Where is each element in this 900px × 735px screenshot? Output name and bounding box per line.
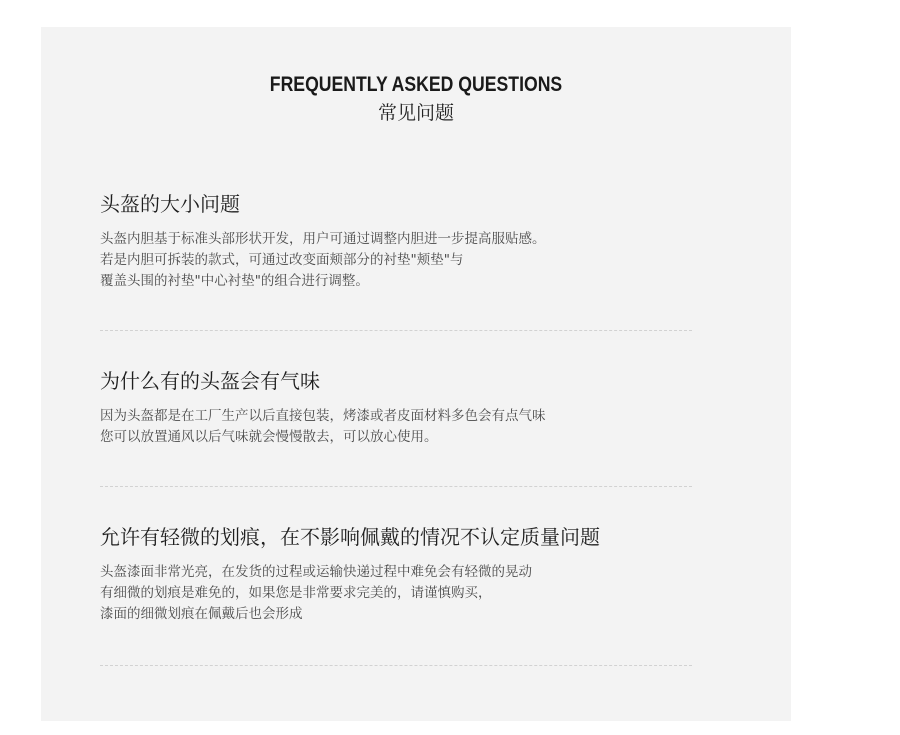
faq-divider	[100, 486, 692, 487]
faq-question: 为什么有的头盔会有气味	[100, 369, 320, 393]
faq-answer-line: 头盔内胆基于标准头部形状开发，用户可通过调整内胆进一步提高服贴感。	[100, 231, 546, 247]
faq-header	[41, 72, 791, 126]
faq-answer-line: 覆盖头围的衬垫"中心衬垫"的组合进行调整。	[100, 273, 369, 289]
faq-title-en: FREQUENTLY ASKED QUESTIONS	[269, 73, 563, 96]
faq-item-helmet-size	[100, 191, 692, 292]
faq-divider	[100, 330, 692, 331]
faq-item-scratches	[100, 524, 692, 625]
faq-answer-line: 头盔漆面非常光亮，在发货的过程或运输快递过程中难免会有轻微的晃动	[100, 564, 532, 580]
faq-answer-line: 您可以放置通风以后气味就会慢慢散去，可以放心使用。	[100, 429, 438, 445]
faq-title-cn: 常见问题	[377, 102, 454, 124]
faq-answer-line: 若是内胆可拆装的款式，可通过改变面颊部分的衬垫"颊垫"与	[100, 252, 464, 268]
faq-item-helmet-odor	[100, 368, 692, 448]
faq-panel	[41, 27, 791, 721]
faq-question: 头盔的大小问题	[100, 192, 240, 216]
faq-answer	[100, 406, 692, 448]
faq-answer-line: 有细微的划痕是难免的，如果您是非常要求完美的，请谨慎购买，	[100, 585, 492, 601]
faq-answer	[100, 562, 692, 625]
faq-divider	[100, 665, 692, 666]
faq-answer-line: 因为头盔都是在工厂生产以后直接包装，烤漆或者皮面材料多色会有点气味	[100, 408, 546, 424]
faq-answer	[100, 229, 692, 292]
faq-answer-line: 漆面的细微划痕在佩戴后也会形成	[100, 606, 303, 622]
faq-question: 允许有轻微的划痕，在不影响佩戴的情况不认定质量问题	[100, 525, 600, 549]
